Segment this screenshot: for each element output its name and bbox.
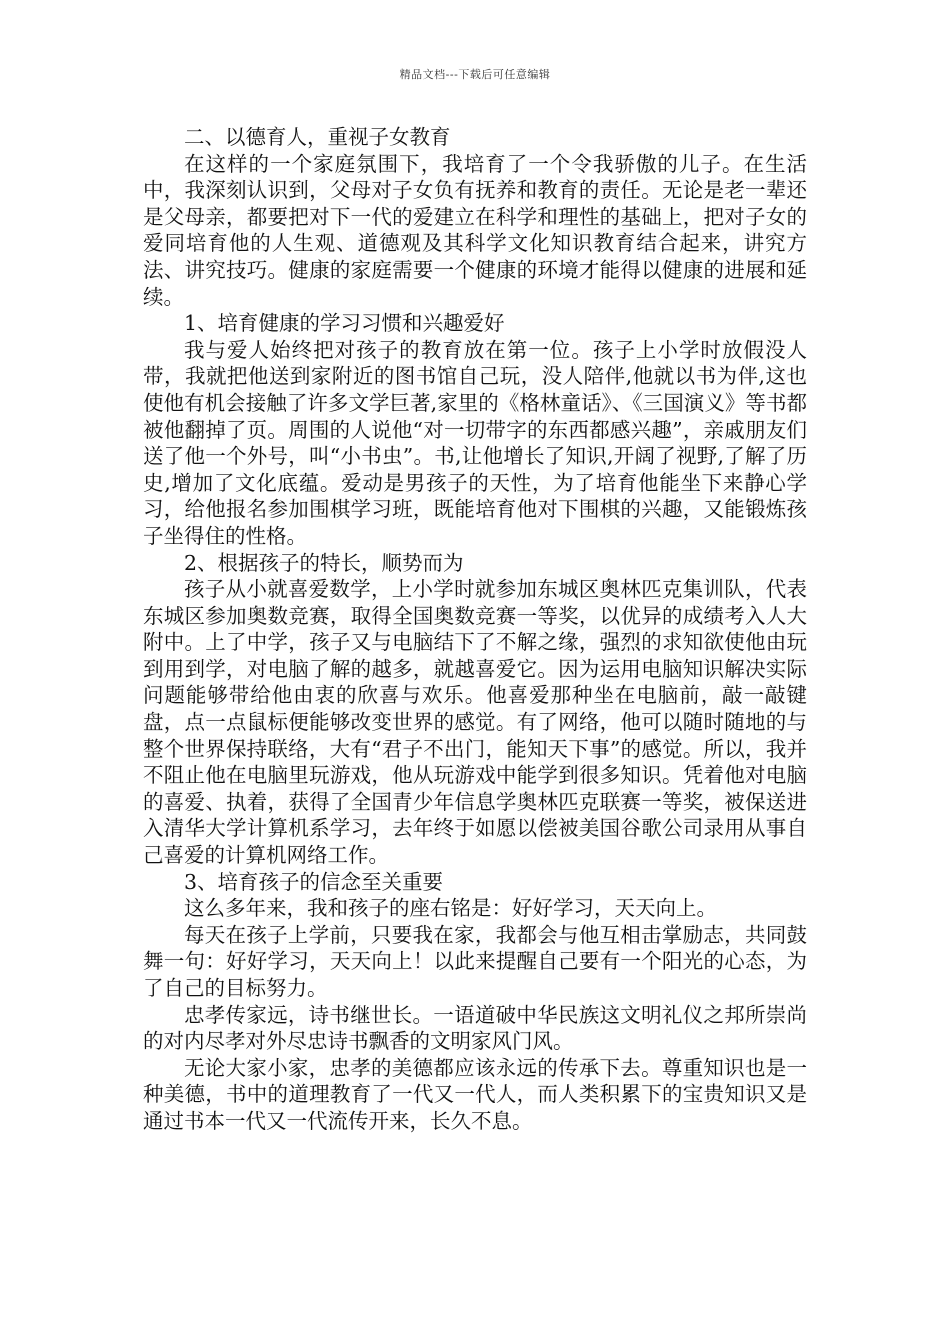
body-paragraph: 这么多年来，我和孩子的座右铭是：好好学习，天天向上。 (184, 896, 717, 921)
body-paragraph: 每天在孩子上学前，只要我在家，我都会与他互相击掌励志，共同鼓舞一句：好好学习，天天向上！以此来提醒自己要有一个阳光的心态，为了自己的目标努力。 (143, 922, 807, 1000)
subsection-heading: 1、培育健康的学习习惯和兴趣爱好 (184, 311, 505, 336)
page-header: 精品文档---下载后可任意编辑 (399, 68, 551, 81)
document-body (143, 124, 807, 1135)
body-paragraph: 我与爱人始终把对孩子的教育放在第一位。孩子上小学时放假没人带，我就把他送到家附近的图书馆自己玩，没人陪伴,他就以书为伴,这也使他有机会接触了许多文学巨著,家里的《格林童话》、《三国演义》等书都被他翻掉了页。周围的人说他“对一切带字的东西都感兴趣”，亲戚朋友们送了他一个外号，叫“小书虫”。书,让他增长了知识,开阔了视野,了解了历史,增加了文化底蕴。爱动是男孩子的天性，为了培育他能坐下来静心学习，给他报名参加围棋学习班，既能培育他对下围棋的兴趣，又能锻炼孩子坐得住的性格。 (143, 337, 807, 548)
body-paragraph: 孩子从小就喜爱数学，上小学时就参加东城区奥林匹克集训队，代表东城区参加奥数竞赛，取得全国奥数竞赛一等奖，以优异的成绩考入人大附中。上了中学，孩子又与电脑结下了不解之缘，强烈的求知欲使他由玩到用到学，对电脑了解的越多，就越喜爱它。因为运用电脑知识解决实际问题能够带给他由衷的欣喜与欢乐。他喜爱那种坐在电脑前，敲一敲键盘，点一点鼠标便能够改变世界的感觉。有了网络，他可以随时随地的与整个世界保持联络，大有“君子不出门，能知天下事”的感觉。所以，我并不阻止他在电脑里玩游戏，他从玩游戏中能学到很多知识。凭着他对电脑的喜爱、执着，获得了全国青少年信息学奥林匹克联赛一等奖，被保送进入清华大学计算机系学习，去年终于如愿以偿被美国谷歌公司录用从事自己喜爱的计算机网络工作。 (143, 577, 807, 868)
subsection-heading: 3、培育孩子的信念至关重要 (184, 869, 444, 894)
subsection-heading: 2、根据孩子的特长，顺势而为 (184, 550, 464, 575)
body-paragraph: 在这样的一个家庭氛围下，我培育了一个令我骄傲的儿子。在生活中，我深刻认识到，父母对子女负有抚养和教育的责任。无论是老一辈还是父母亲，都要把对下一代的爱建立在科学和理性的基础上，把对子女的爱同培育他的人生观、道德观及其科学文化知识教育结合起来，讲究方法、讲究技巧。健康的家庭需要一个健康的环境才能得以健康的进展和延续。 (143, 151, 807, 309)
body-paragraph: 无论大家小家，忠孝的美德都应该永远的传承下去。尊重知识也是一种美德，书中的道理教育了一代又一代人，而人类积累下的宝贵知识又是通过书本一代又一代流传开来，长久不息。 (143, 1055, 807, 1133)
body-paragraph: 忠孝传家远，诗书继世长。一语道破中华民族这文明礼仪之邦所崇尚的对内尽孝对外尽忠诗书飘香的文明家风门风。 (143, 1002, 807, 1054)
section-heading: 二、以德育人，重视子女教育 (184, 125, 451, 149)
